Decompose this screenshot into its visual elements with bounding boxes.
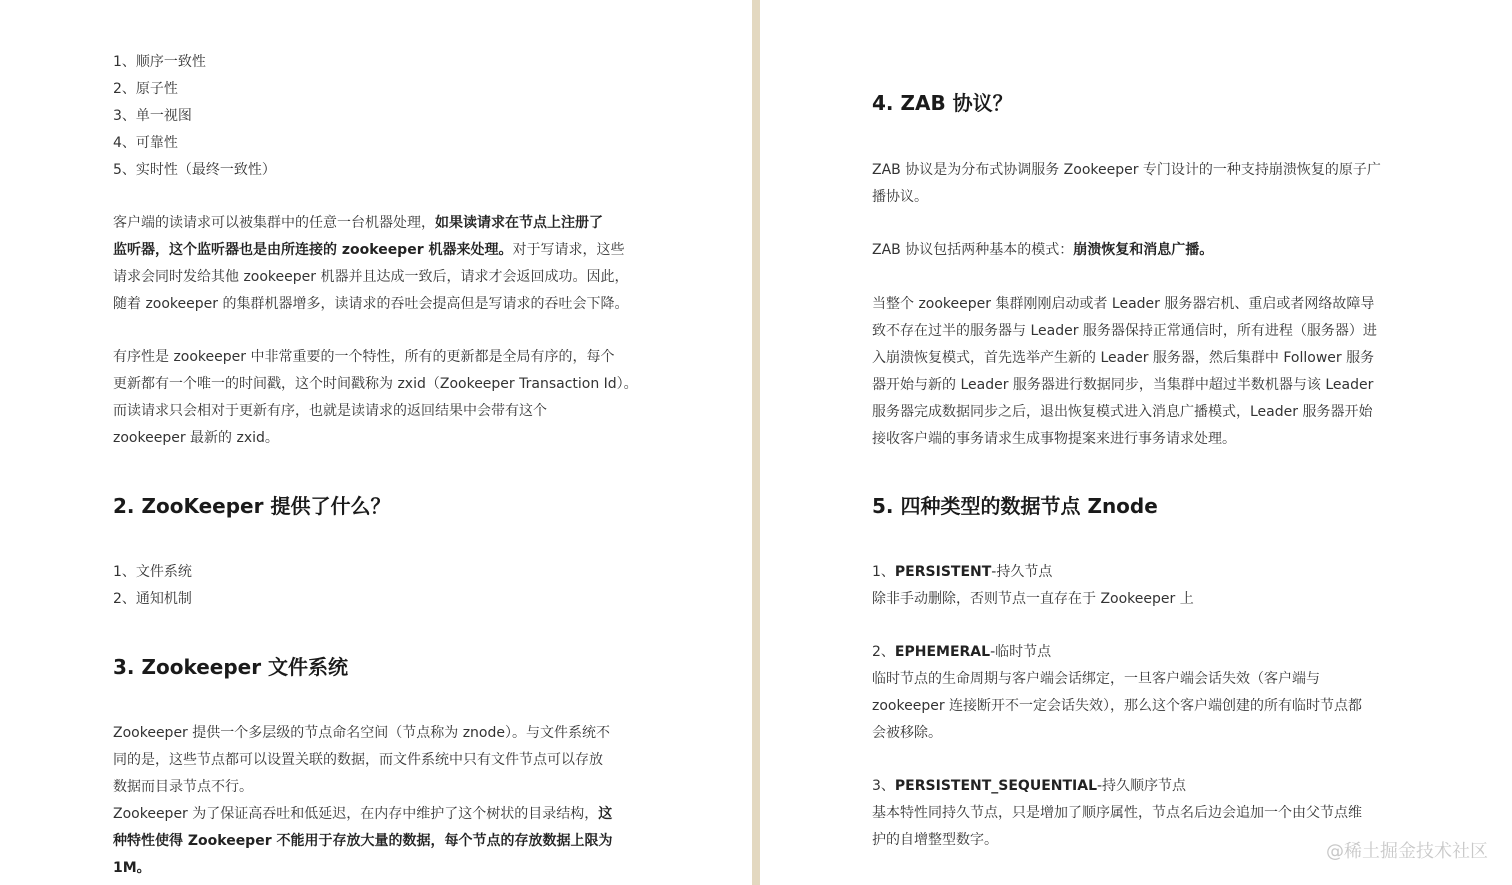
znode-persistent (872, 559, 1402, 613)
ordering-paragraph (113, 344, 643, 452)
text-run: -持久节点 (991, 564, 1053, 580)
text-run: 1、 (872, 564, 895, 580)
zab-modes-paragraph (872, 237, 1402, 264)
text-line: 基本特性同持久节点，只是增加了顺序属性，节点名后边会追加一个由父节点维 (872, 805, 1362, 821)
text-run: 客户端的读请求可以被集群中的任意一台机器处理， (113, 215, 435, 231)
text-line: 同的是，这些节点都可以设置关联的数据，而文件系统中只有文件节点可以存放 (113, 752, 603, 768)
text-line: Zookeeper 提供一个多层级的节点命名空间（节点称为 znode）。与文件系统不 (113, 725, 610, 741)
bold-text: 1M。 (113, 860, 151, 876)
text-run: -持久顺序节点 (1097, 778, 1187, 794)
bold-text: 如果读请求在节点上注册了 (435, 215, 603, 231)
text-line: 播协议。 (872, 189, 928, 205)
text-line: 当整个 zookeeper 集群刚刚启动或者 Leader 服务器宕机、重启或者网络故障导 (872, 296, 1375, 312)
list-item: 1、文件系统 (113, 564, 192, 580)
read-request-paragraph (113, 210, 643, 318)
text-line: 器开始与新的 Leader 服务器进行数据同步，当集群中超过半数机器与该 Leader (872, 377, 1374, 393)
text-line: 随着 zookeeper 的集群机器增多，读请求的吞吐会提高但是写请求的吞吐会下降。 (113, 296, 629, 312)
section-heading-5: 5. 四种类型的数据节点 Znode (872, 494, 1158, 518)
text-line: 而读请求只会相对于更新有序，也就是读请求的返回结果中会带有这个 (113, 403, 547, 419)
list-item: 1、顺序一致性 (113, 54, 206, 70)
bold-text: EPHEMERAL (894, 644, 991, 660)
filesystem-paragraph (113, 720, 643, 882)
page-divider (752, 0, 760, 885)
bold-text: 崩溃恢复和消息广播。 (1073, 242, 1214, 258)
text-line: 入崩溃恢复模式，首先选举产生新的 Leader 服务器，然后集群中 Follower 服务 (872, 350, 1375, 366)
watermark: @稀土掘金技术社区 (1326, 841, 1488, 862)
consistency-list (113, 49, 643, 184)
bold-text: 监听器，这个监听器也是由所连接的 zookeeper 机器来处理。 (113, 242, 513, 258)
text-line: 更新都有一个唯一的时间戳，这个时间戳称为 zxid（Zookeeper Transaction Id）。 (113, 376, 638, 392)
text-line: 接收客户端的事务请求生成事物提案来进行事务请求处理。 (872, 431, 1236, 447)
text-run: 3、 (872, 778, 895, 794)
text-line: 致不存在过半的服务器与 Leader 服务器保持正常通信时，所有进程（服务器）进 (872, 323, 1377, 339)
text-run: Zookeeper 为了保证高吞吐和低延迟，在内存中维护了这个树状的目录结构， (113, 806, 599, 822)
features-list (113, 559, 643, 613)
list-item: 3、单一视图 (113, 108, 192, 124)
text-line: 有序性是 zookeeper 中非常重要的一个特性，所有的更新都是全局有序的，每个 (113, 349, 615, 365)
section-heading-2: 2. ZooKeeper 提供了什么？ (113, 494, 391, 518)
text-line: 除非手动删除，否则节点一直存在于 Zookeeper 上 (872, 591, 1194, 607)
text-line: 护的自增整型数字。 (872, 832, 998, 848)
section-heading-3: 3. Zookeeper 文件系统 (113, 655, 349, 679)
text-line: zookeeper 连接断开不一定会话失效），那么这个客户端创建的所有临时节点都 (872, 698, 1363, 714)
text-line: 临时节点的生命周期与客户端会话绑定，一旦客户端会话失效（客户端与 (872, 671, 1320, 687)
section-heading-4: 4. ZAB 协议？ (872, 91, 1013, 115)
bold-text: PERSISTENT (894, 564, 992, 580)
list-item: 2、通知机制 (113, 591, 192, 607)
text-line: 请求会同时发给其他 zookeeper 机器并且达成一致后，请求才会返回成功。因此， (113, 269, 629, 285)
text-run: -临时节点 (990, 644, 1052, 660)
text-line: 数据而目录节点不行。 (113, 779, 253, 795)
crash-recovery-paragraph (872, 291, 1402, 453)
text-line: 会被移除。 (872, 725, 942, 741)
text-run: 对于写请求，这些 (512, 242, 625, 258)
znode-persistent-sequential (872, 773, 1402, 854)
text-line: zookeeper 最新的 zxid。 (113, 430, 279, 446)
right-page (760, 0, 1512, 885)
text-line: ZAB 协议是为分布式协调服务 Zookeeper 专门设计的一种支持崩溃恢复的原子广 (872, 162, 1381, 178)
text-line: 服务器完成数据同步之后，退出恢复模式进入消息广播模式，Leader 服务器开始 (872, 404, 1373, 420)
text-run: ZAB 协议包括两种基本的模式： (872, 242, 1074, 258)
bold-text: 种特性使得 Zookeeper 不能用于存放大量的数据，每个节点的存放数据上限为 (113, 833, 613, 849)
znode-ephemeral (872, 639, 1402, 747)
left-page (0, 0, 752, 885)
list-item: 2、原子性 (113, 81, 178, 97)
list-item: 5、实时性（最终一致性） (113, 162, 276, 178)
list-item: 4、可靠性 (113, 135, 178, 151)
bold-text: PERSISTENT_SEQUENTIAL (894, 778, 1097, 794)
bold-text: 这 (598, 806, 613, 822)
zab-intro-paragraph (872, 157, 1402, 211)
text-run: 2、 (872, 644, 895, 660)
